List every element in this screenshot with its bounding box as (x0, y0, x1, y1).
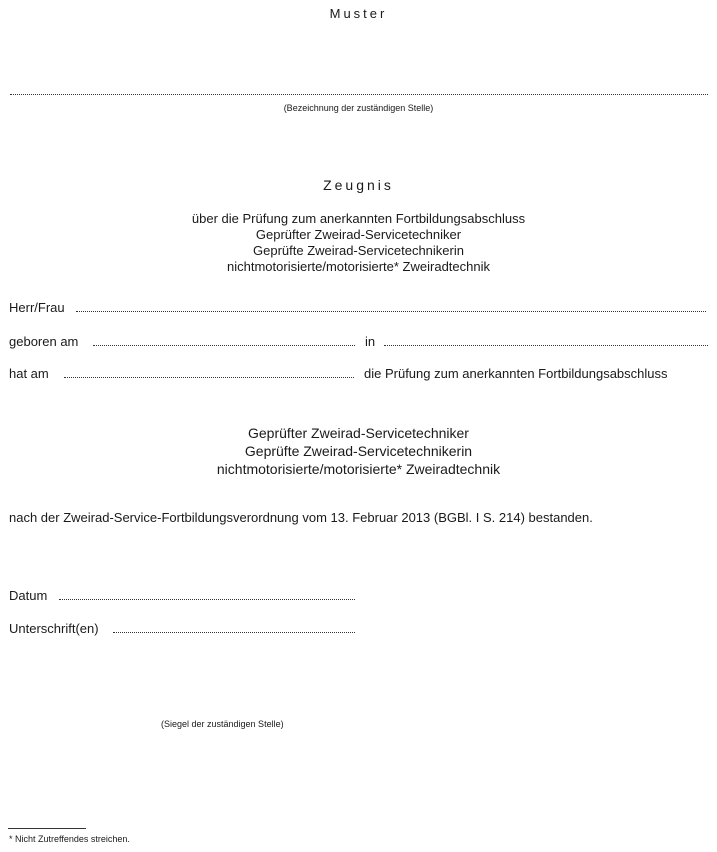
exam-date-field[interactable] (64, 377, 354, 378)
regulation-text: nach der Zweirad-Service-Fortbildungsverordnung vom 13. Februar 2013 (BGBl. I S. 214) bestanden. (9, 510, 593, 525)
exam-text: die Prüfung zum anerkannten Fortbildungsabschluss (364, 366, 668, 381)
qualification-line-2: Geprüfte Zweirad-Servicetechnikerin (244, 443, 473, 459)
birthplace-label: in (365, 334, 376, 349)
footnote-separator (8, 828, 86, 829)
intro-line-3: Geprüfte Zweirad-Servicetechnikerin (253, 243, 464, 258)
signature-field[interactable] (113, 632, 355, 633)
geboren-am-label: geboren am (9, 334, 79, 349)
document-title: Zeugnis (323, 177, 394, 193)
herr-frau-label: Herr/Frau (9, 300, 65, 315)
signature-label: Unterschrift(en) (9, 621, 99, 636)
birth-date-field[interactable] (93, 345, 355, 346)
footnote: * Nicht Zutreffendes streichen. (9, 834, 130, 844)
intro-line-1: über die Prüfung zum anerkannten Fortbildungsabschluss (191, 211, 526, 226)
qualification-line-3: nichtmotorisierte/motorisierte* Zweiradtechnik (216, 461, 501, 477)
herr-frau-field[interactable] (76, 311, 706, 312)
qualification-line-1: Geprüfter Zweirad-Servicetechniker (248, 425, 469, 441)
seal-caption: (Siegel der zuständigen Stelle) (161, 719, 284, 729)
intro-line-2: Geprüfter Zweirad-Servicetechniker (255, 227, 462, 242)
issuer-caption: (Bezeichnung der zuständigen Stelle) (283, 103, 434, 113)
datum-label: Datum (9, 588, 48, 603)
hat-am-label: hat am (9, 366, 49, 381)
birthplace-field[interactable] (384, 345, 708, 346)
datum-field[interactable] (59, 599, 355, 600)
issuer-line (10, 94, 708, 95)
muster-label: Muster (329, 6, 388, 21)
intro-line-4: nichtmotorisierte/motorisierte* Zweiradtechnik (227, 259, 490, 274)
